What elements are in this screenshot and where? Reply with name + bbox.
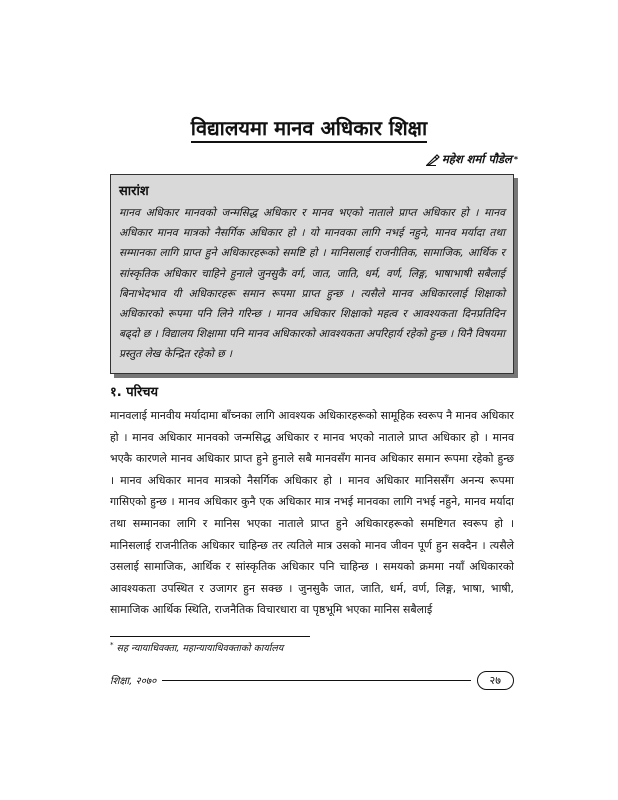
footnote — [110, 641, 283, 654]
section-body-text: मानवलाई मानवीय मर्यादामा बाँच्नका लागि आवश्यक अधिकारहरूको सामूहिक स्वरूप नै मानव अधिकार हो । मानव अधिकार मानवको जन्मसिद्ध अधिकार र मानव भएको नाताले प्राप्त अधिकार हो । मानव भएकै कारणले मानव अधिकार प्राप्त हुने हुनाले सबै मानवसँग मानव अधिकार समान रूपमा रहेको हुन्छ । मानव अधिकार मानव मात्रको नैसर्गिक अधिकार हो । मानव अधिकार मानिससँग अनन्य रूपमा गासिएको हुन्छ । मानव अधिकार कुनै एक अधिकार मात्र नभई मानवका लागि नभई नहुने, मानव मर्यादा तथा सम्मानका लागि र मानिस भएका नाताले प्राप्त हुने अधिकारहरूको समष्टिगत स्वरूप हो । मानिसलाई राजनीतिक अधिकार चाहिन्छ तर त्यतिले मात्र उसको मानव जीवन पूर्ण हुन सक्दैन । त्यसैले उसलाई सामाजिक, आर्थिक र सांस्कृतिक अधिकार पनि चाहिन्छ । समयको क्रममा नयाँ अधिकारको आवश्यकता उपस्थित र उजागर हुन सक्छ । जुनसुकै जात, जाति, धर्म, वर्ण, लिङ्ग, भाषा, भाषी, सामाजिक आर्थिक स्थिति, राजनैतिक विचारधारा वा पृष्ठभूमि भएका मानिस सबैलाई — [110, 409, 514, 617]
abstract-heading: सारांश — [119, 184, 149, 199]
author-name: महेश शर्मा पौडेल — [441, 152, 512, 166]
page-footer — [110, 670, 514, 690]
article-title-text: विद्यालयमा मानव अधिकार शिक्षा — [191, 116, 427, 143]
abstract-body: मानव अधिकार मानवको जन्मसिद्ध अधिकार र मानव भएको नाताले प्राप्त अधिकार हो । मानव अधिकार मानव मात्रको नैसर्गिक अधिकार हो । यो मानवका लागि नभई नहुने, मानव मर्यादा तथा सम्मानका लागि प्राप्त हुने अधिकारहरूको समष्टि हो । मानिसलाई राजनीतिक, सामाजिक, आर्थिक र सांस्कृतिक अधिकार चाहिने हुनाले जुनसुकै वर्ग, जात, जाति, धर्म, वर्ण, लिङ्ग, भाषाभाषी सबैलाई बिनाभेदभाव यी अधिकारहरू समान रूपमा प्राप्त हुन्छ । त्यसैले मानव अधिकारलाई शिक्षाको अधिकारको रूपमा पनि लिने गरिन्छ । मानव अधिकार शिक्षाको महत्व र आवश्यकता दिनप्रतिदिन बढ्दो छ । विद्यालय शिक्षामा पनि मानव अधिकारको आवश्यकता अपरिहार्य रहेको हुन्छ । यिनै विषयमा प्रस्तुत लेख केन्द्रित रहेको छ । — [119, 207, 505, 361]
footnote-marker: * — [110, 641, 114, 649]
author-footnote-marker: * — [513, 155, 518, 164]
footnote-text: सह न्यायाधिवक्ता, महान्यायाधिवक्ताको कार्यालय — [116, 643, 284, 655]
section-heading: १. परिचय — [110, 385, 159, 400]
page-number: २७ — [477, 671, 514, 690]
abstract-box — [110, 174, 514, 374]
footer-rule — [162, 680, 470, 681]
author-line — [426, 152, 518, 167]
footnote-divider — [110, 636, 310, 637]
pen-writing-icon — [426, 154, 440, 166]
article-title — [0, 114, 618, 141]
journal-name: शिक्षा, २०७० — [110, 676, 157, 687]
